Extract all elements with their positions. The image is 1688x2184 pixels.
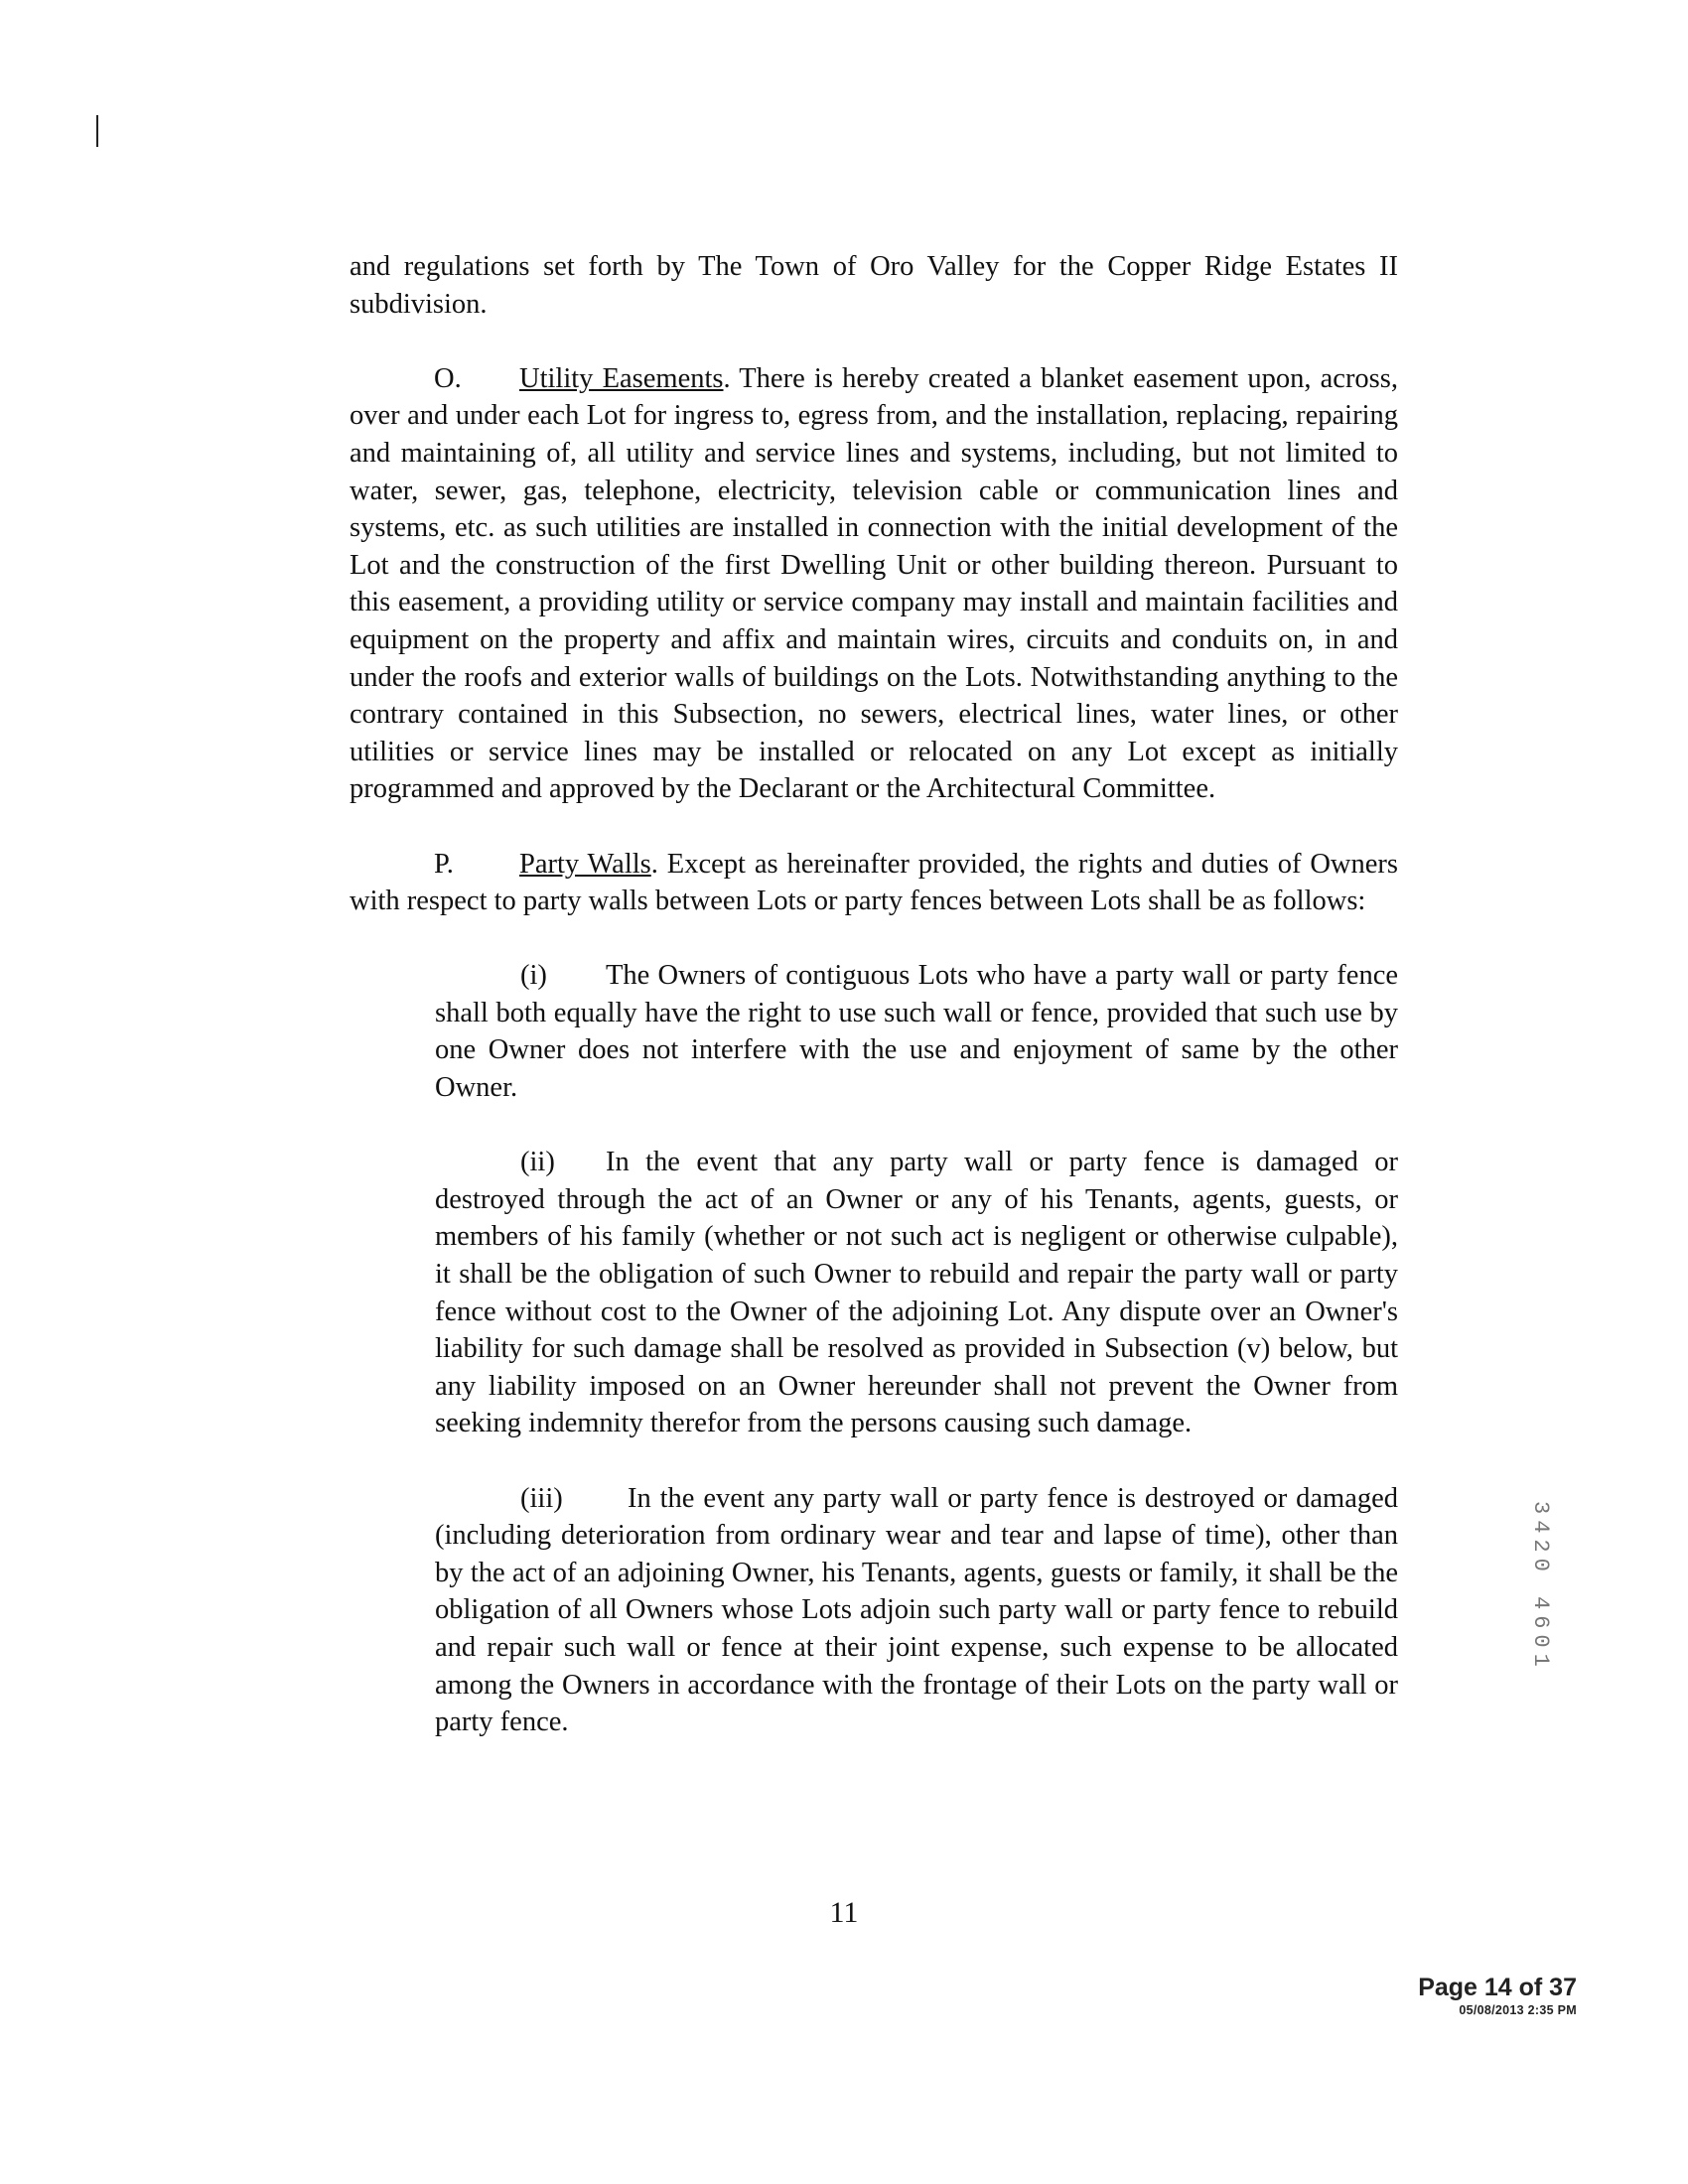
subsection-i: [435, 957, 1398, 1106]
page-of-label: Page 14 of 37: [1418, 1974, 1577, 2001]
side-stamp-recording-number: [1525, 1501, 1561, 1799]
section-p-paragraph: [350, 846, 1398, 920]
section-o-paragraph: [350, 360, 1398, 808]
page-footer: [1418, 1973, 1577, 2018]
subsection-ii-text: In the event that any party wall or party fence is damaged or destroyed through the act of an Owner or any of his Tenants, agents, guests, or members of his family (whether or not such act is negligent or otherwise culpable), it shall be the obligation of such Owner to rebuild and repair the party wall or party fence without cost to the Owner of the adjoining Lot. Any dispute over an Owner's liability for such damage shall be resolved as provided in Subsection (v) below, but any liability imposed on an Owner hereunder shall not prevent the Owner from seeking indemnity therefor from the persons causing such damage.: [435, 1147, 1398, 1439]
intro-fragment: and regulations set forth by The Town of Oro Valley for the Copper Ridge Estates II subdivision.: [350, 251, 1398, 320]
section-o-heading: Utility Easements: [519, 362, 724, 394]
section-o-marker: O.: [434, 362, 462, 394]
timestamp-label: 05/08/2013 2:35 PM: [1459, 2003, 1577, 2017]
subsection-iii: [435, 1480, 1398, 1741]
subsection-i-marker: (i): [520, 960, 547, 992]
side-stamp-text: 3420 4601: [1528, 1501, 1553, 1673]
page-number: 11: [829, 1896, 859, 1929]
section-p-heading: Party Walls: [519, 848, 651, 880]
subsection-ii: [435, 1144, 1398, 1442]
subsection-iii-marker: (iii): [520, 1482, 563, 1514]
document-body: [350, 248, 1398, 1778]
section-o-text: . There is hereby created a blanket easement upon, across, over and under each Lot for ingress to, egress from, and the installation, replacing, repairing and maintaining of, all utility and service lines and systems, including, but not limited to water, sewer, gas, telephone, electricity, television cable or communication lines and systems, etc. as such utilities are installed in connection with the initial development of the Lot and the construction of the first Dwelling Unit or other building thereon. Pursuant to this easement, a providing utility or service company may install and maintain facilities and equipment on the property and affix and maintain wires, circuits and conduits on, in and under the roofs and exterior walls of buildings on the Lots. Notwithstanding anything to the contrary contained in this Subsection, no sewers, electrical lines, water lines, or other utilities or service lines may be installed or relocated on any Lot except as initially programmed and approved by the Declarant or the Architectural Committee.: [350, 362, 1398, 805]
subsection-i-text: The Owners of contiguous Lots who have a party wall or party fence shall both equally have the right to use such wall or fence, provided that such use by one Owner does not interfere with the use and enjoyment of same by the other Owner.: [435, 960, 1398, 1104]
scan-artifact-mark: [96, 115, 98, 147]
subsection-ii-marker: (ii): [520, 1147, 555, 1178]
section-p-marker: P.: [434, 848, 454, 880]
section-p-text: . Except as hereinafter provided, the rights and duties of Owners with respect to party walls between Lots or party fences between Lots shall be as follows:: [350, 848, 1398, 917]
subsection-iii-text: In the event any party wall or party fence is destroyed or damaged (including deterioration from ordinary wear and tear and lapse of time), other than by the act of an adjoining Owner, his Tenants, agents, guests or family, it shall be the obligation of all Owners whose Lots adjoin such party wall or party fence to rebuild and repair such wall or fence at their joint expense, such expense to be allocated among the Owners in accordance with the frontage of their Lots on the party wall or party fence.: [435, 1482, 1398, 1738]
